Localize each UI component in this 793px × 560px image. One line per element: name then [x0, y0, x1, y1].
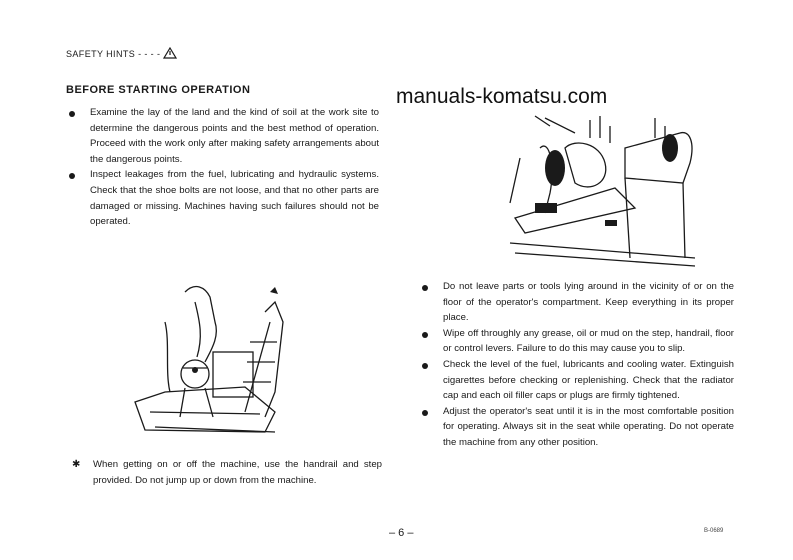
header-dashes: - - - -	[138, 49, 161, 59]
bullet-dot-icon	[69, 111, 75, 117]
right-bullet-list	[422, 279, 734, 451]
list-item-text: Wipe off throughly any grease, oil or mud on the step, handrail, floor or control levers. Failure to do this may cause you to slip.	[443, 327, 734, 355]
operator-compartment-illustration	[505, 108, 705, 268]
list-item	[422, 357, 734, 404]
list-item	[422, 279, 734, 326]
page-header	[66, 47, 177, 61]
section-title: BEFORE STARTING OPERATION	[66, 84, 251, 96]
bullet-dot-icon	[422, 332, 428, 338]
bullet-dot-icon	[422, 285, 428, 291]
list-item-text: Check the level of the fuel, lubricants and cooling water. Extinguish cigarettes before checking or replenishing. Check that the radiator cap and each oil filler caps or plugs are firmly tightened.	[443, 358, 734, 402]
warning-triangle-icon	[163, 47, 177, 61]
bullet-dot-icon	[69, 173, 75, 179]
list-item	[69, 167, 379, 229]
list-item	[422, 326, 734, 357]
list-item-text: Inspect leakages from the fuel, lubricating and hydraulic systems. Check that the shoe bolts are not loose, and that no other parts are damaged or missing. Machines having such failures should not be operated.	[90, 169, 379, 228]
asterisk-bullet-icon: ✱	[72, 459, 81, 470]
list-item	[69, 105, 379, 167]
left-bullet-list	[69, 105, 379, 230]
boarding-note	[72, 457, 382, 488]
header-label: SAFETY HINTS	[66, 49, 136, 59]
page-number: – 6 –	[389, 527, 414, 539]
list-item-text: Adjust the operator's seat until it is in the most comfortable position for operating. Always sit in the seat while operating. Do not operate the machine from any other position.	[443, 405, 734, 448]
list-item	[422, 404, 734, 451]
document-code: B-0689	[704, 528, 724, 534]
watermark-text: manuals-komatsu.com	[396, 85, 608, 108]
list-item-text: Examine the lay of the land and the kind of soil at the work site to determine the dangerous points and the best method of operation. Proceed with the work only after making safety arrangements about the dangerous points.	[90, 107, 379, 165]
boarding-note-text: When getting on or off the machine, use the handrail and step provided. Do not jump up or down from the machine.	[93, 459, 382, 486]
bullet-dot-icon	[422, 410, 428, 416]
machine-boarding-illustration	[125, 282, 295, 442]
bullet-dot-icon	[422, 363, 428, 369]
list-item-text: Do not leave parts or tools lying around in the vicinity of or on the floor of the operator's compartment. Keep everything in its proper place.	[443, 281, 734, 324]
